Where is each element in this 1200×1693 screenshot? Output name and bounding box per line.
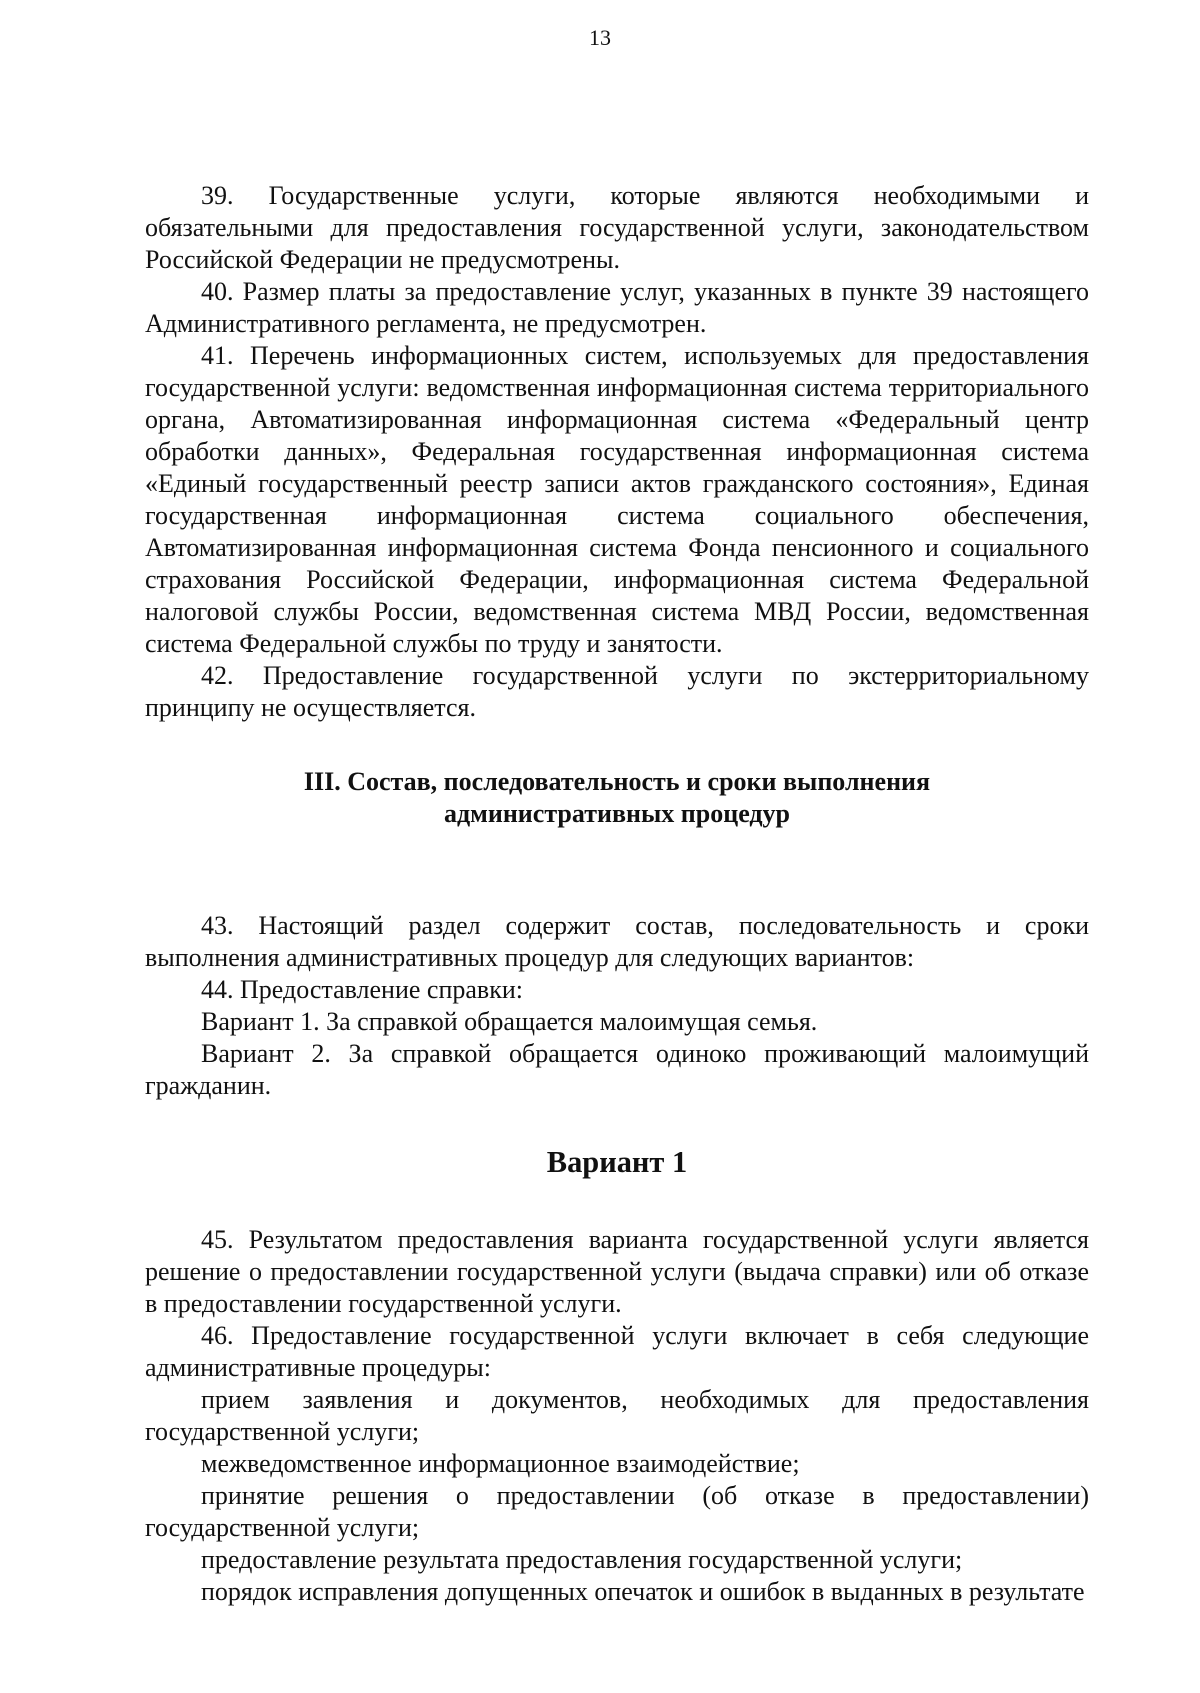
section-heading-line2: административных процедур [443, 799, 791, 828]
page-number: 13 [589, 25, 611, 50]
paragraph-42: 42. Предоставление государственной услуги по экстерриториальному принципу не осуществляется. [145, 661, 1089, 722]
variant-1-description: Вариант 1. За справкой обращается малоимущая семья. [201, 1007, 818, 1036]
spacer [145, 830, 1089, 910]
paragraph-45: 45. Результатом предоставления варианта государственной услуги является решение о предоставлении государственной услуги (выдача справки) или об отказе в предоставлении государственной услуги. [145, 1225, 1089, 1318]
procedure-item-2: межведомственное информационное взаимодействие; [201, 1449, 800, 1478]
variant-heading: Вариант 1 [546, 1145, 688, 1179]
section-heading [145, 766, 1089, 830]
section-heading-line1: III. Состав, последовательность и сроки выполнения [303, 767, 931, 796]
paragraph-40: 40. Размер платы за предоставление услуг, указанных в пункте 39 настоящего Административного регламента, не предусмотрен. [145, 277, 1089, 338]
spacer [145, 1178, 1089, 1224]
paragraph-43: 43. Настоящий раздел содержит состав, последовательность и сроки выполнения административных процедур для следующих вариантов: [145, 911, 1089, 972]
paragraph-41: 41. Перечень информационных систем, используемых для предоставления государственной услуги: ведомственная информационная система территориального органа, Автоматизированная информационная система «Федеральный центр обработки данных», Федеральная государственная информационная система «Единый государственный реестр записи актов гражданского состояния», Единая государственная информационная система социального обеспечения, Автоматизированная информационная система Фонда пенсионного и социального страхования Российской Федерации, информационная система Федеральной налоговой службы России, ведомственная система МВД России, ведомственная система Федеральной службы по труду и занятости. [145, 341, 1089, 658]
procedure-item-1: прием заявления и документов, необходимых для предоставления государственной услуги; [145, 1385, 1089, 1446]
paragraph-44: 44. Предоставление справки: [201, 975, 523, 1004]
spacer [145, 1102, 1089, 1146]
variant-2-description: Вариант 2. За справкой обращается одиноко проживающий малоимущий гражданин. [145, 1039, 1089, 1100]
paragraph-39: 39. Государственные услуги, которые являются необходимыми и обязательными для предоставления государственной услуги, законодательством Российской Федерации не предусмотрены. [145, 181, 1089, 274]
procedure-item-3: принятие решения о предоставлении (об отказе в предоставлении) государственной услуги; [145, 1481, 1089, 1542]
procedure-item-5: порядок исправления допущенных опечаток и ошибок в выданных в результате [201, 1577, 1085, 1606]
paragraph-46: 46. Предоставление государственной услуги включает в себя следующие административные процедуры: [145, 1321, 1089, 1382]
procedure-item-4: предоставление результата предоставления государственной услуги; [201, 1545, 963, 1574]
document-body [145, 180, 1089, 1608]
